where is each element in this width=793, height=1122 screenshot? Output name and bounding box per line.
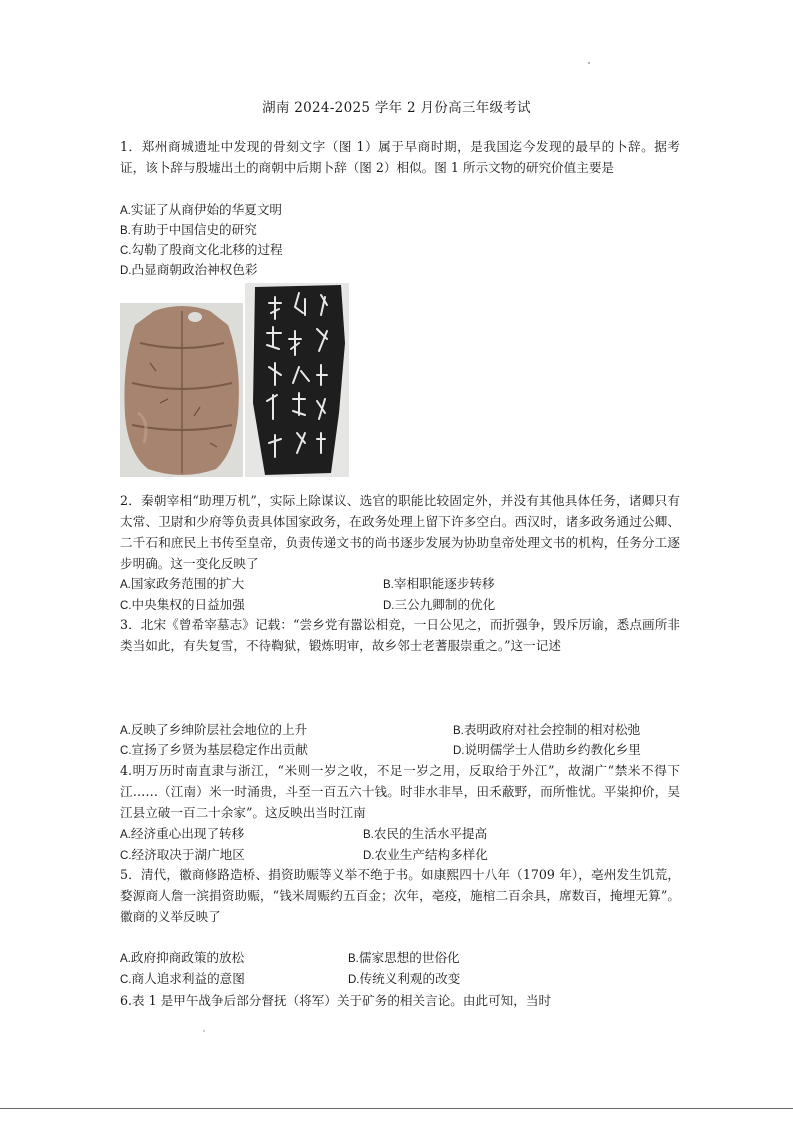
- q2-option-d: D.三公九卿制的优化: [383, 597, 496, 612]
- question-3-stem: 3．北宋《曾希宰墓志》记载：“尝乡党有嚣讼相竞，一日公见之，而折强争，毁斥厉谕，悉点画所非类当如此，有失复雪，不待鞫狱，锻炼明审，故乡邻士老蓍服崇重之。”这一记述: [120, 617, 680, 653]
- oracle-bone-turtle-shell-image: [120, 303, 243, 477]
- q1-option-c: C.勾勒了殷商文化北移的过程: [120, 242, 283, 257]
- q3-option-b: B.表明政府对社会控制的相对松弛: [453, 722, 641, 737]
- scan-dot: [588, 62, 590, 64]
- q5-option-c: C.商人追求利益的意图: [120, 971, 245, 986]
- q4-option-d: D.农业生产结构多样化: [363, 847, 488, 862]
- q4-option-a: A.经济重心出现了转移: [120, 826, 245, 841]
- q1-option-a: A.实证了从商伊始的华夏文明: [120, 202, 282, 217]
- q2-option-b: B.宰相职能逐步转移: [383, 576, 495, 591]
- question-4-stem: 4.明万历时南直隶与浙江，“米则一岁之收，不足一岁之用，反取给于外江”，故湖广“禁米不得下江……（江南）米一时涌贵，斗至一百五六十钱。时非水非旱，田禾蔽野，而所惟忧。平粜抑价，吴江县立破一百二十余家”。这反映出当时江南: [120, 763, 680, 820]
- q1-option-d: D.凸显商朝政治神权色彩: [120, 262, 258, 277]
- scan-dot: [203, 1030, 205, 1032]
- q3-option-a: A.反映了乡绅阶层社会地位的上升: [120, 722, 308, 737]
- q4-option-c: C.经济取决于湖广地区: [120, 847, 245, 862]
- q4-option-b: B.农民的生活水平提高: [363, 826, 488, 841]
- q2-option-c: C.中央集权的日益加强: [120, 597, 245, 612]
- q5-option-d: D.传统义利观的改变: [348, 971, 461, 986]
- q2-option-a: A.国家政务范围的扩大: [120, 576, 245, 591]
- page-title: 湖南 2024-2025 学年 2 月份高三年级考试: [262, 100, 531, 116]
- question-2-stem: 2．秦朝宰相“助理万机”，实际上除谋议、选官的职能比较固定外，并没有其他具体任务，诸卿只有太常、卫尉和少府等负责具体国家政务，在政务处理上留下许多空白。西汉时，诸多政务通过公卿、二千石和庶民上书传至皇帝，负责传递文书的尚书逐步发展为协助皇帝处理文书的机构，任务分工逐步明确。这一变化反映了: [120, 493, 680, 571]
- question-6-stem: 6.表 1 是甲午战争后部分督抚（将军）关于矿务的相关言论。由此可知，当时: [120, 993, 552, 1008]
- q5-option-a: A.政府抑商政策的放松: [120, 950, 245, 965]
- q3-option-c: C.宣扬了乡贤为基层稳定作出贡献: [120, 742, 308, 757]
- q1-option-b: B.有助于中国信史的研究: [120, 222, 257, 237]
- question-5-stem: 5．清代，徽商修路造桥、捐资助赈等义举不绝于书。如康熙四十八年（1709 年），亳州发生饥荒，婺源商人詹一滨捐资助赈，“钱米周赈约五百金；次年，亳疫，施棺二百余具，席数百，掩埋无算”。徽商的义举反映了: [120, 867, 680, 924]
- page-bottom-rule: [0, 1108, 793, 1109]
- q5-option-b: B.儒家思想的世俗化: [348, 950, 460, 965]
- question-1-figures: [120, 283, 350, 477]
- q3-option-d: D.说明儒学士人借助乡约教化乡里: [453, 742, 641, 757]
- oracle-bone-rubbing-image: [245, 283, 349, 477]
- question-1-stem: 1．郑州商城遗址中发现的骨刻文字（图 1）属于早商时期，是我国迄今发现的最早的卜辞。据考证，该卜辞与殷墟出土的商朝中后期卜辞（图 2）相似。图 1 所示文物的研究价值主要是: [120, 139, 680, 175]
